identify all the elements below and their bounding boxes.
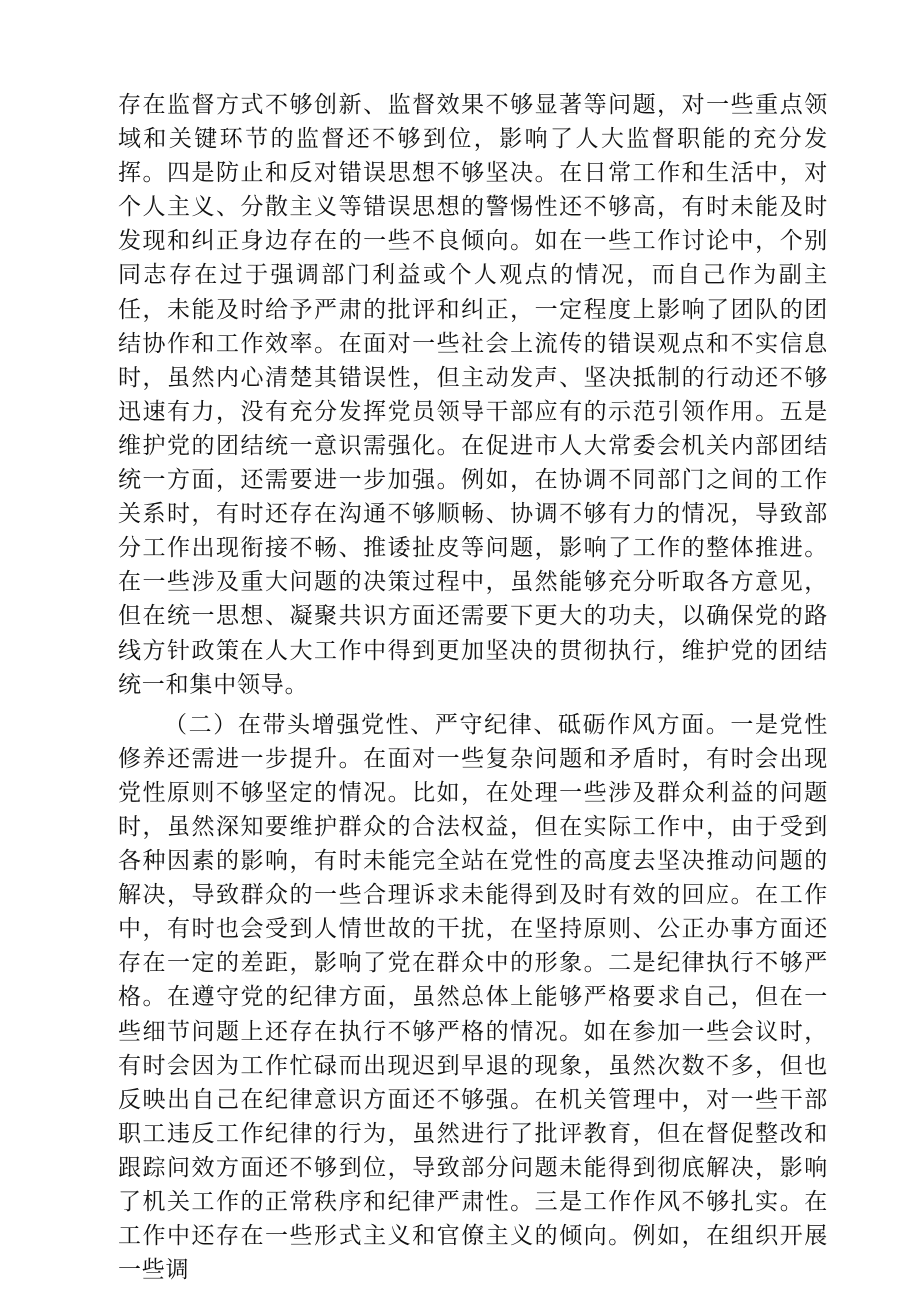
body-paragraph-section-two: （二）在带头增强党性、严守纪律、砥砺作风方面。一是党性修养还需进一步提升。在面对一些复杂问题和矛盾时，有时会出现党性原则不够坚定的情况。比如，在处理一些涉及群众利益的问题时，虽然深知要维护群众的合法权益，但在实际工作中，由于受到各种因素的影响，有时未能完全站在党性的高度去坚决推动问题的解决，导致群众的一些合理诉求未能得到及时有效的回应。在工作中，有时也会受到人情世故的干扰，在坚持原则、公正办事方面还存在一定的差距，影响了党在群众中的形象。二是纪律执行不够严格。在遵守党的纪律方面，虽然总体上能够严格要求自己，但在一些细节问题上还存在执行不够严格的情况。如在参加一些会议时，有时会因为工作忙碌而出现迟到早退的现象，虽然次数不多，但也反映出自己在纪律意识方面还不够强。在机关管理中，对一些干部职工违反工作纪律的行为，虽然进行了批评教育，但在督促整改和跟踪问效方面还不够到位，导致部分问题未能得到彻底解决，影响了机关工作的正常秩序和纪律严肃性。三是工作作风不够扎实。在工作中还存在一些形式主义和官僚主义的倾向。例如，在组织开展一些调 [118, 711, 828, 1284]
document-body [118, 88, 828, 1287]
body-paragraph-continuation: 存在监督方式不够创新、监督效果不够显著等问题，对一些重点领域和关键环节的监督还不够到位，影响了人大监督职能的充分发挥。四是防止和反对错误思想不够坚决。在日常工作和生活中，对个人主义、分散主义等错误思想的警惕性还不够高，有时未能及时发现和纠正身边存在的一些不良倾向。如在一些工作讨论中，个别同志存在过于强调部门利益或个人观点的情况，而自己作为副主任，未能及时给予严肃的批评和纠正，一定程度上影响了团队的团结协作和工作效率。在面对一些社会上流传的错误观点和不实信息时，虽然内心清楚其错误性，但主动发声、坚决抵制的行动还不够迅速有力，没有充分发挥党员领导干部应有的示范引领作用。五是维护党的团结统一意识需强化。在促进市人大常委会机关内部团结统一方面，还需要进一步加强。例如，在协调不同部门之间的工作关系时，有时还存在沟通不够顺畅、协调不够有力的情况，导致部分工作出现衔接不畅、推诿扯皮等问题，影响了工作的整体推进。在一些涉及重大问题的决策过程中，虽然能够充分听取各方意见，但在统一思想、凝聚共识方面还需要下更大的功夫，以确保党的路线方针政策在人大工作中得到更加坚决的贯彻执行，维护党的团结统一和集中领导。 [118, 92, 828, 698]
